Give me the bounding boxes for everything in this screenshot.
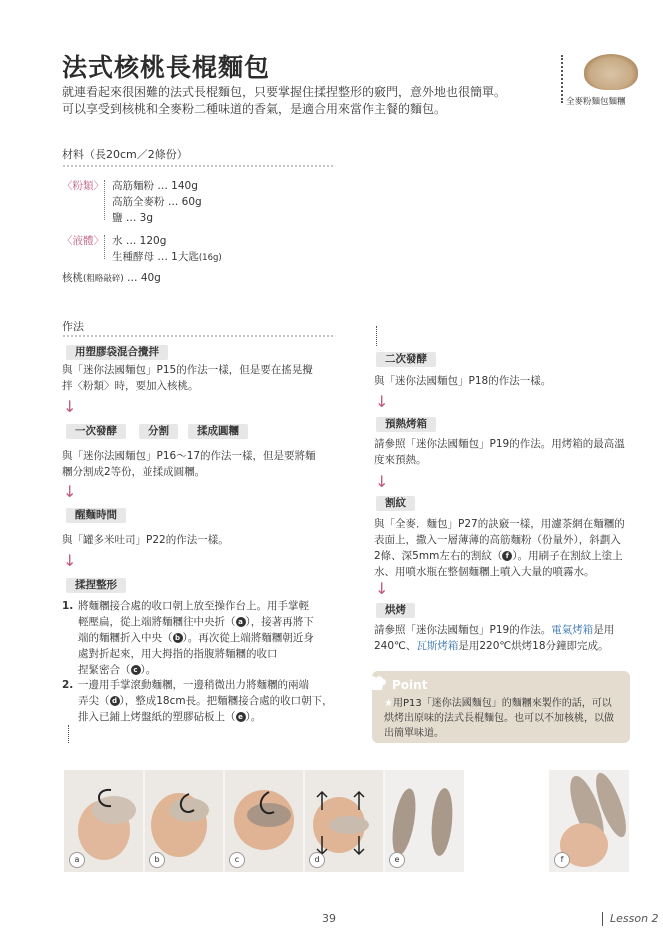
intro-text	[62, 84, 552, 118]
ingredient-note: (粗略敲碎)	[83, 274, 124, 284]
step-header: 醒麵時間	[66, 508, 126, 523]
step-header: 二次發酵	[376, 352, 436, 367]
bread-caption: 全麥粉麵包麵糰	[566, 97, 626, 107]
down-arrow-icon: ↓	[63, 397, 77, 416]
step-line: 度來預熱。	[374, 454, 427, 466]
lesson-label: Lesson 2	[610, 912, 659, 925]
step-header: 一次發酵	[66, 424, 126, 439]
step-line: 端的麵糰折入中央（ b ）。再次從上端將麵糰朝近身	[78, 632, 314, 644]
down-arrow-icon: ↓	[375, 579, 389, 598]
step-line: 輕壓扁，從上端將麵糰往中央折（ a ），接著再將下	[78, 616, 314, 628]
page-title: 法式核桃長棍麵包	[62, 53, 271, 82]
divider	[62, 334, 334, 339]
divider	[62, 164, 334, 169]
photo-label: e	[389, 852, 405, 868]
down-arrow-icon: ↓	[375, 392, 389, 411]
step-line: 出簡單味道。	[384, 728, 444, 739]
step-line: 將麵糰接合處的收口朝上放至操作台上。用手掌輕	[78, 600, 309, 612]
step-body: 與「迷你法國麵包」P18的作法一樣。	[374, 375, 552, 387]
ref-a: a	[236, 617, 246, 627]
powder-group-label: 〈粉類〉	[62, 180, 104, 192]
ingredient-note: (16g)	[198, 253, 222, 263]
ref-c: c	[131, 665, 141, 675]
bracket-line	[104, 180, 105, 220]
step-line: 弄尖（ d ），整成18cm長。把麵糰接合處的收口朝下，	[78, 695, 333, 707]
step-body	[374, 436, 625, 468]
step-item-2	[78, 677, 350, 725]
step-line: 與「迷你法國麵包」P15的作法一樣，但是要在搖晃攪	[62, 364, 313, 376]
step-line: ★用P13「迷你法國麵包」的麵糰來製作的話，可以	[384, 698, 612, 709]
step-header: 烘烤	[376, 603, 415, 618]
item-number: 1.	[62, 600, 74, 612]
step-body	[374, 516, 625, 580]
star-icon: ★	[384, 698, 393, 709]
divider	[602, 912, 603, 926]
point-title: Point	[392, 678, 428, 692]
ingredient-qty: … 40g	[123, 272, 161, 284]
ingredient-name: 生種酵母 … 1大匙	[112, 251, 199, 263]
point-text	[384, 696, 614, 741]
electric-oven-text: 電氣烤箱	[551, 624, 594, 636]
step-line: 2條、深5mm左右的割紋（ f ）。用刷子在割紋上塗上	[374, 550, 623, 562]
intro-line: 可以享受到核桃和全麥粉二種味道的香氣，是適合用來當作主餐的麵包。	[62, 102, 447, 116]
photo-label: f	[554, 852, 570, 868]
step-line: 與「迷你法國麵包」P16〜17的作法一樣，但是要將麵	[62, 450, 316, 462]
step-line: 處對折起來，用大拇指的指腹將麵糰的收口	[78, 648, 278, 660]
step-header: 分割	[139, 424, 178, 439]
step-body	[62, 448, 316, 480]
ingredient: 高筋麵粉 … 140g	[112, 180, 198, 192]
step-line: 拌〈粉類〉時，要加入核桃。	[62, 380, 199, 392]
divider	[68, 725, 69, 743]
bread-dough-image	[584, 54, 638, 90]
step-item-1	[78, 598, 350, 678]
down-arrow-icon: ↓	[63, 551, 77, 570]
ref-d: d	[110, 696, 120, 706]
step-body	[374, 622, 614, 654]
photo-label: c	[229, 852, 245, 868]
liquid-group-label: 〈液體〉	[62, 235, 104, 247]
divider	[561, 55, 563, 103]
step-header: 揉成圓糰	[188, 424, 248, 439]
ingredient-walnut	[62, 270, 161, 285]
materials-title: 材料（長20cm／2條份）	[62, 148, 188, 161]
step-header: 預熱烤箱	[376, 417, 436, 432]
ref-b: b	[173, 633, 183, 643]
step-header: 割紋	[376, 496, 415, 511]
step-line: 糰分割成2等份，並揉成圓糰。	[62, 466, 206, 478]
ingredient: 水 … 120g	[112, 235, 167, 247]
down-arrow-icon: ↓	[63, 482, 77, 501]
step-line: 240℃、瓦斯烤箱是用220℃烘烤18分鐘即完成。	[374, 640, 609, 652]
step-header: 用塑膠袋混合攪拌	[66, 345, 168, 360]
step-line: 與「全麥．麵包」P27的訣竅一樣，用濾茶網在麵糰的	[374, 518, 625, 530]
step-body	[62, 362, 313, 394]
ref-f: f	[502, 551, 512, 561]
step-line: 排入已鋪上烤盤紙的塑膠砧板上（ e ）。	[78, 711, 262, 723]
page-number: 39	[322, 912, 336, 925]
ingredient: 鹽 … 3g	[112, 212, 154, 224]
down-arrow-icon: ↓	[375, 472, 389, 491]
step-line: 請參照「迷你法國麵包」P19的作法。電氣烤箱是用	[374, 624, 615, 636]
item-number: 2.	[62, 679, 74, 691]
method-title: 作法	[62, 320, 84, 333]
step-line: 水、用噴水瓶在整個麵糰上噴入大量的噴霧水。	[374, 566, 595, 578]
ref-e: e	[236, 712, 246, 722]
photo-label: a	[69, 852, 85, 868]
step-body: 與「罐多米吐司」P22的作法一樣。	[62, 534, 229, 546]
bracket-line	[104, 235, 105, 259]
step-line: 烘烤出原味的法式長棍麵包。也可以不加核桃，以做	[384, 713, 614, 724]
step-line: 一邊用手掌滾動麵糰，一邊稍微出力將麵糰的兩端	[78, 679, 309, 691]
ingredient-name: 核桃	[62, 272, 83, 284]
ingredient: 高筋全麥粉 … 60g	[112, 196, 202, 208]
photo-label: b	[149, 852, 165, 868]
divider	[376, 326, 377, 346]
chef-hat-icon	[365, 676, 387, 692]
photo-label: d	[309, 852, 325, 868]
gas-oven-text: 瓦斯烤箱	[416, 640, 459, 652]
step-line: 捏緊密合（ c ）。	[78, 664, 157, 676]
step-header: 揉捏整形	[66, 578, 126, 593]
step-line: 請參照「迷你法國麵包」P19的作法。用烤箱的最高溫	[374, 438, 625, 450]
ingredient	[112, 249, 222, 264]
step-line: 表面上，撒入一層薄薄的高筋麵粉（份量外），斜劃入	[374, 534, 621, 546]
intro-line: 就連看起來很困難的法式長棍麵包，只要掌握住揉捏整形的竅門，意外地也很簡單。	[62, 85, 507, 99]
